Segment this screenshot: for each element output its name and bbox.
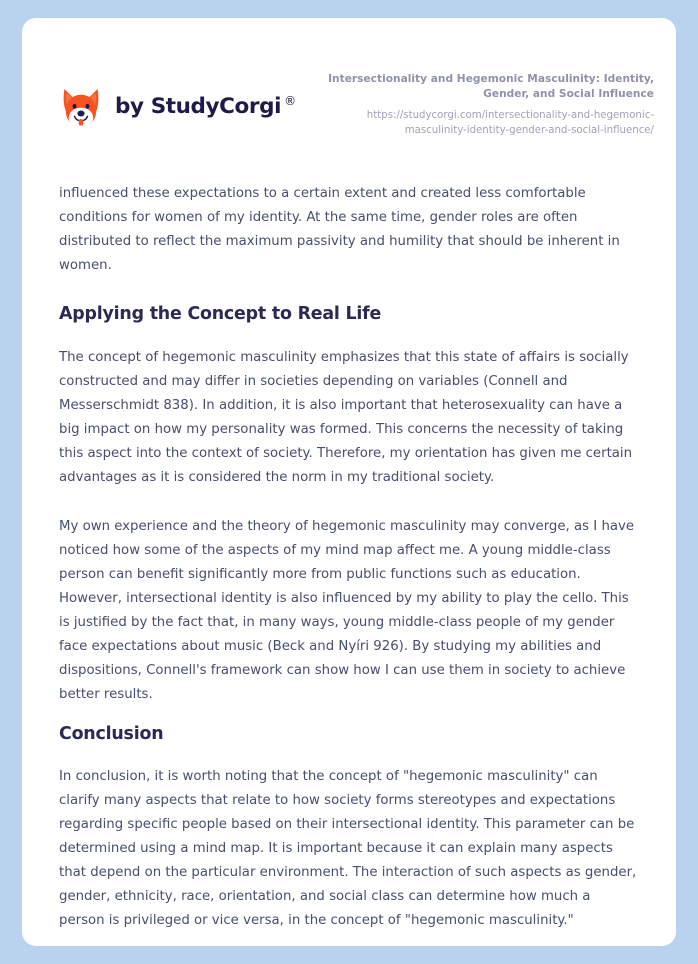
brand-name-text: by StudyCorgi <box>115 94 282 120</box>
registered-mark-icon: ® <box>284 94 296 109</box>
document-body <box>22 182 676 933</box>
intro-paragraph: influenced these expectations to a certain extent and created less comfortable conditions for women of my identity. At the same time, gender roles are often distributed to reflect the maximum passivity and humility that should be inherent in women. <box>59 186 620 274</box>
section-applying-the-concept-to-real-life <box>59 303 638 707</box>
header-meta <box>296 70 654 138</box>
section-paragraph: In conclusion, it is worth noting that the concept of "hegemonic masculinity" can clarify many aspects that relate to how society forms stereotypes and expectations regarding specific people based on their intersectional identity. This parameter can be determined using a mind map. It is important because it can explain many aspects that depend on the particular environment. The interaction of such aspects as gender, gender, ethnicity, race, orientation, and social class can determine how much a person is privileged or vice versa, in the concept of "hegemonic masculinity." <box>59 769 637 929</box>
brand-name <box>115 94 296 119</box>
document-card <box>22 18 676 946</box>
document-title: Intersectionality and Hegemonic Masculinity: Identity, Gender, and Social Influence <box>328 73 654 101</box>
section-paragraph: My own experience and the theory of hegemonic masculinity may converge, as I have noticed how some of the aspects of my mind map affect me. A young middle-class person can benefit significantly more from public functions such as education. However, intersectional identity is also influenced by my ability to play the cello. This is justified by the fact that, in many ways, young middle-class people of my gender face expectations about music (Beck and Nyíri 926). By studying my abilities and dispositions, Connell's framework can show how I can use them in society to achieve better results. <box>59 518 635 702</box>
document-url[interactable]: https://studycorgi.com/intersectionality-and-hegemonic-masculinity-identity-gender-and-social-influence/ <box>366 110 654 136</box>
section-heading: Conclusion <box>59 723 164 744</box>
section-heading: Applying the Concept to Real Life <box>59 304 382 325</box>
corgi-head-icon <box>58 84 104 130</box>
section-conclusion <box>59 723 638 934</box>
section-paragraph: The concept of hegemonic masculinity emphasizes that this state of affairs is socially constructed and may differ in societies depending on variables (Connell and Messerschmidt 838). In addition, it is also important that heterosexuality can have a big impact on how my personality was formed. This concerns the necessity of taking this aspect into the context of society. Therefore, my orientation has given me certain advantages as it is considered the norm in my traditional society. <box>59 349 633 485</box>
document-header <box>22 18 676 138</box>
brand-logo-group[interactable] <box>58 70 296 130</box>
